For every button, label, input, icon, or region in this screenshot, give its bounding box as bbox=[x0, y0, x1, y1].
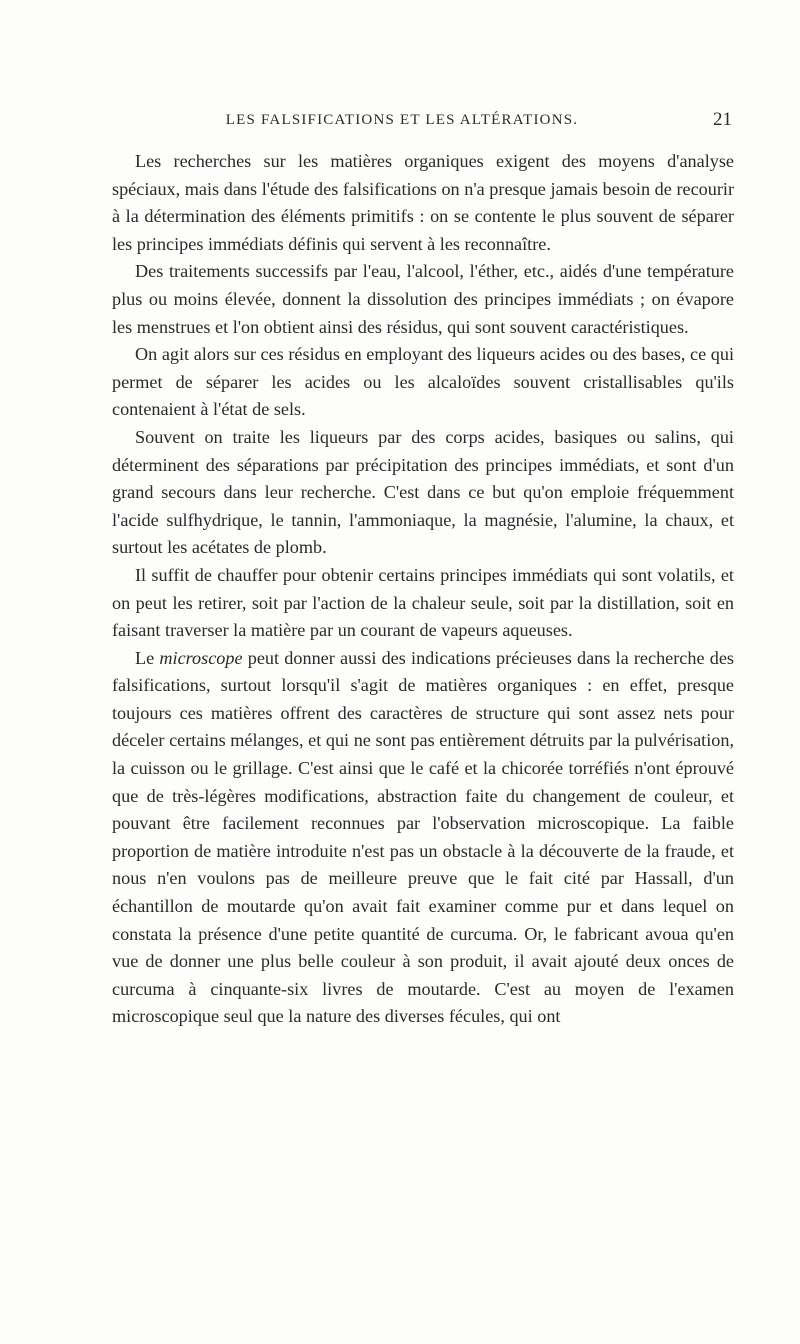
page-number: 21 bbox=[713, 109, 732, 130]
body-text bbox=[112, 148, 734, 1031]
paragraph: Souvent on traite les liqueurs par des corps acides, basiques ou salins, qui déterminent des séparations par précipitation des principes immédiats, et sont d'un grand secours dans leur recherche. C'est dans ce but qu'on emploie fréquemment l'acide sulfhydrique, le tannin, l'ammoniaque, la magnésie, l'alumine, la chaux, et surtout les acétates de plomb. bbox=[112, 426, 734, 558]
emphasized-term: microscope bbox=[159, 647, 243, 668]
paragraph-microscope bbox=[112, 645, 734, 1031]
paragraph: Des traitements successifs par l'eau, l'alcool, l'éther, etc., aidés d'une température plus ou moins élevée, donnent la dissolution des principes immédiats ; on évapore les menstrues et l'on obtient ainsi des résidus, qui sont souvent caractéristiques. bbox=[112, 261, 734, 337]
paragraph: On agit alors sur ces résidus en employant des liqueurs acides ou des bases, ce qui permet de séparer les acides ou les alcaloïdes souvent cristallisables qu'ils contenaient à l'état de sels. bbox=[112, 344, 734, 420]
paragraph-lead: Le bbox=[135, 647, 160, 668]
running-head: LES FALSIFICATIONS ET LES ALTÉRATIONS. bbox=[225, 112, 579, 128]
paragraph-rest: peut donner aussi des indications précieuses dans la recherche des falsifications, surtout lorsqu'il s'agit de matières organiques : en effet, presque toujours ces matières offrent des caractères de structure qui sont assez nets pour déceler certains mélanges, et qui ne sont pas entièrement détruits par la pulvérisation, la cuisson ou le grillage. C'est ainsi que le café et la chicorée torréfiés n'ont éprouvé que de très-légères modifications, abstraction faite du changement de couleur, et pouvant être facilement reconnues par l'observation microscopique. La faible proportion de matière introduite n'est pas un obstacle à la découverte de la fraude, et nous n'en voulons pas de meilleure preuve que le fait cité par Hassall, d'un échantillon de moutarde qu'on avait fait examiner comme pur et dans lequel on constata la présence d'une petite quantité de curcuma. Or, le fabricant avoua qu'en vue de donner une plus belle couleur à son produit, il avait ajouté deux onces de curcuma à cinquante-six livres de moutarde. C'est au moyen de l'examen microscopique seul que la nature des diverses fécules, qui ont bbox=[112, 647, 734, 1027]
paragraph: Les recherches sur les matières organiques exigent des moyens d'analyse spéciaux, mais dans l'étude des falsifications on n'a presque jamais besoin de recourir à la détermination des éléments primitifs : on se contente le plus souvent de séparer les principes immédiats définis qui servent à les reconnaître. bbox=[112, 151, 734, 254]
paragraph: Il suffit de chauffer pour obtenir certains principes immédiats qui sont volatils, et on peut les retirer, soit par l'action de la chaleur seule, soit par la distillation, soit en faisant traverser la matière par un courant de vapeurs aqueuses. bbox=[112, 564, 734, 641]
page-header bbox=[112, 109, 732, 136]
